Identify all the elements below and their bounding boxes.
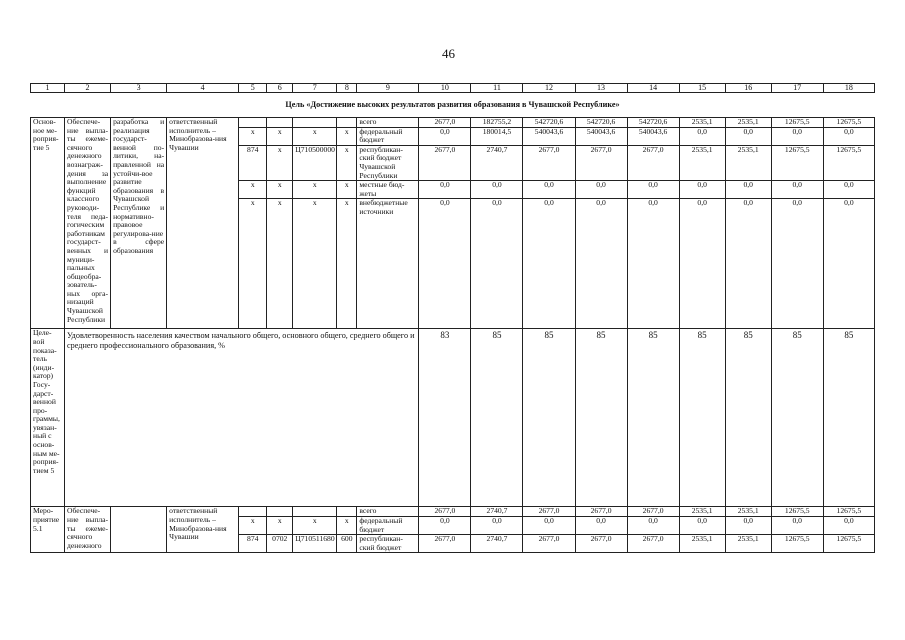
value-cell: 0,0 xyxy=(771,127,823,145)
value-cell: 0,0 xyxy=(771,516,823,534)
value-cell: 540043,6 xyxy=(627,127,679,145)
value-cell: 0,0 xyxy=(679,181,725,199)
vr-cell xyxy=(337,118,357,128)
value-cell: 0,0 xyxy=(627,199,679,329)
value-cell: 0,0 xyxy=(679,199,725,329)
value-cell: 0,0 xyxy=(627,181,679,199)
rzpr-cell xyxy=(267,507,293,517)
value-cell: 12675,5 xyxy=(823,145,874,180)
value-cell: 0,0 xyxy=(471,181,523,199)
csr-cell: x xyxy=(293,516,337,534)
rzpr-cell: 0702 xyxy=(267,535,293,553)
value-cell: 0,0 xyxy=(725,181,771,199)
csr-cell: x xyxy=(293,127,337,145)
value-cell: 2677,0 xyxy=(523,145,575,180)
source-cell: республикан-ский бюджет xyxy=(357,535,419,553)
event51-name: Меро-приятие 5.1 xyxy=(31,507,65,553)
value-cell: 0,0 xyxy=(575,516,627,534)
value-cell: 2740,7 xyxy=(471,145,523,180)
value-cell: 2677,0 xyxy=(627,145,679,180)
header-cell: 3 xyxy=(111,84,167,93)
value-cell: 2677,0 xyxy=(419,507,471,517)
grbs-cell xyxy=(239,118,267,128)
value-cell: 2535,1 xyxy=(725,145,771,180)
value-cell: 0,0 xyxy=(471,516,523,534)
grbs-cell xyxy=(239,507,267,517)
value-cell: 0,0 xyxy=(575,181,627,199)
indicator-value: 85 xyxy=(823,329,874,507)
indicator-value: 85 xyxy=(523,329,575,507)
value-cell: 2677,0 xyxy=(419,118,471,128)
indicator-value: 85 xyxy=(627,329,679,507)
value-cell: 12675,5 xyxy=(771,535,823,553)
value-cell: 12675,5 xyxy=(823,118,874,128)
value-cell: 2535,1 xyxy=(725,118,771,128)
value-cell: 0,0 xyxy=(771,181,823,199)
indicator-value: 85 xyxy=(679,329,725,507)
page-number: 46 xyxy=(442,46,455,61)
value-cell: 12675,5 xyxy=(771,507,823,517)
value-cell: 2677,0 xyxy=(523,507,575,517)
value-cell: 2740,7 xyxy=(471,535,523,553)
value-cell: 0,0 xyxy=(523,199,575,329)
header-cell: 14 xyxy=(627,84,679,93)
value-cell: 0,0 xyxy=(471,199,523,329)
value-cell: 2677,0 xyxy=(575,145,627,180)
value-cell: 0,0 xyxy=(419,199,471,329)
source-cell: федеральный бюджет xyxy=(357,127,419,145)
source-cell: всего xyxy=(357,507,419,517)
event5-name: Основ-ное ме-роприя-тие 5 xyxy=(31,118,65,329)
indicator-text: Удовлетворенность населения качеством начального общего, основного общего, среднего общего и среднего профессионального образования, % xyxy=(65,329,419,507)
header-cell: 7 xyxy=(293,84,337,93)
value-cell: 182755,2 xyxy=(471,118,523,128)
budget-table xyxy=(30,83,875,553)
header-cell: 11 xyxy=(471,84,523,93)
vr-cell: x xyxy=(337,145,357,180)
vr-cell: x xyxy=(337,199,357,329)
event51-executor: ответственный исполнитель – Минобразова-ния Чувашии xyxy=(167,507,239,553)
value-cell: 0,0 xyxy=(523,516,575,534)
header-cell: 4 xyxy=(167,84,239,93)
value-cell: 2677,0 xyxy=(627,535,679,553)
value-cell: 0,0 xyxy=(419,516,471,534)
indicator-value: 83 xyxy=(419,329,471,507)
indicator-value: 85 xyxy=(771,329,823,507)
rzpr-cell: x xyxy=(267,145,293,180)
value-cell: 180014,5 xyxy=(471,127,523,145)
header-cell: 16 xyxy=(725,84,771,93)
source-cell: всего xyxy=(357,118,419,128)
value-cell: 542720,6 xyxy=(523,118,575,128)
header-cell: 5 xyxy=(239,84,267,93)
vr-cell: x xyxy=(337,181,357,199)
rzpr-cell: x xyxy=(267,127,293,145)
value-cell: 0,0 xyxy=(823,199,874,329)
event51-goal xyxy=(111,507,167,553)
value-cell: 2677,0 xyxy=(575,535,627,553)
header-cell: 2 xyxy=(65,84,111,93)
source-cell: федеральный бюджет xyxy=(357,516,419,534)
value-cell: 0,0 xyxy=(419,181,471,199)
value-cell: 0,0 xyxy=(823,127,874,145)
event51-description: Обеспече-ние выпла-ты ежеме-сячного денежного xyxy=(65,507,111,553)
source-cell: внебюджетные источники xyxy=(357,199,419,329)
indicator-value: 85 xyxy=(575,329,627,507)
indicator-label: Целе-вой показа-тель (инди-катор) Госу-дарст-венной про-граммы, увязан-ный с основ-ным ме-роприя-тием 5 xyxy=(31,329,65,507)
event5-executor: ответственный исполнитель – Минобразова-ния Чувашии xyxy=(167,118,239,329)
value-cell: 2535,1 xyxy=(725,507,771,517)
value-cell: 0,0 xyxy=(823,516,874,534)
value-cell: 0,0 xyxy=(823,181,874,199)
value-cell: 2677,0 xyxy=(419,145,471,180)
value-cell: 2677,0 xyxy=(523,535,575,553)
header-cell: 10 xyxy=(419,84,471,93)
vr-cell xyxy=(337,507,357,517)
indicator-value: 85 xyxy=(725,329,771,507)
csr-cell: Ц710500000 xyxy=(293,145,337,180)
rzpr-cell: x xyxy=(267,516,293,534)
table-row xyxy=(31,507,875,517)
value-cell: 0,0 xyxy=(725,516,771,534)
event5-description: Обеспече-ние выпла-ты ежеме-сячного денежного вознаграж-дения за выполнение функций классного руководи-теля педа-гогическим работникам государст-венных и муници-пальных общеобра-зователь-ных орга-низаций Чувашской Республики xyxy=(65,118,111,329)
grbs-cell: x xyxy=(239,199,267,329)
grbs-cell: x xyxy=(239,516,267,534)
rzpr-cell: x xyxy=(267,199,293,329)
csr-cell xyxy=(293,507,337,517)
grbs-cell: 874 xyxy=(239,145,267,180)
goal-title: Цель «Достижение высоких результатов развития образования в Чувашской Республике» xyxy=(31,93,875,118)
header-cell: 1 xyxy=(31,84,65,93)
value-cell: 2535,1 xyxy=(679,118,725,128)
indicator-row xyxy=(31,329,875,507)
csr-cell: x xyxy=(293,181,337,199)
vr-cell: x xyxy=(337,516,357,534)
value-cell: 2535,1 xyxy=(679,535,725,553)
value-cell: 12675,5 xyxy=(823,507,874,517)
event5-goal: разработка и реализация государст-венной по-литики, на-правленной на устойчи-вое развитие образования в Чувашской Республике и нормативно-правовое регулирова-ние в сфере образования xyxy=(111,118,167,329)
header-cell: 15 xyxy=(679,84,725,93)
value-cell: 2677,0 xyxy=(575,507,627,517)
value-cell: 0,0 xyxy=(419,127,471,145)
value-cell: 0,0 xyxy=(523,181,575,199)
value-cell: 12675,5 xyxy=(823,535,874,553)
grbs-cell: x xyxy=(239,127,267,145)
csr-cell: Ц710511680 xyxy=(293,535,337,553)
value-cell: 2535,1 xyxy=(725,535,771,553)
value-cell: 2535,1 xyxy=(679,145,725,180)
value-cell: 12675,5 xyxy=(771,145,823,180)
value-cell: 2740,7 xyxy=(471,507,523,517)
header-cell: 6 xyxy=(267,84,293,93)
value-cell: 542720,6 xyxy=(575,118,627,128)
value-cell: 540043,6 xyxy=(523,127,575,145)
header-cell: 13 xyxy=(575,84,627,93)
csr-cell xyxy=(293,118,337,128)
value-cell: 0,0 xyxy=(725,127,771,145)
value-cell: 542720,6 xyxy=(627,118,679,128)
value-cell: 0,0 xyxy=(627,516,679,534)
value-cell: 2677,0 xyxy=(627,507,679,517)
header-row xyxy=(31,84,875,93)
source-cell: местные бюд-жеты xyxy=(357,181,419,199)
value-cell: 0,0 xyxy=(679,516,725,534)
value-cell: 0,0 xyxy=(575,199,627,329)
source-cell: республикан-ский бюджет Чувашской Республики xyxy=(357,145,419,180)
value-cell: 540043,6 xyxy=(575,127,627,145)
indicator-value: 85 xyxy=(471,329,523,507)
value-cell: 12675,5 xyxy=(771,118,823,128)
vr-cell: 600 xyxy=(337,535,357,553)
header-cell: 9 xyxy=(357,84,419,93)
header-cell: 17 xyxy=(771,84,823,93)
value-cell: 2535,1 xyxy=(679,507,725,517)
value-cell: 0,0 xyxy=(725,199,771,329)
header-cell: 12 xyxy=(523,84,575,93)
header-cell: 18 xyxy=(823,84,874,93)
vr-cell: x xyxy=(337,127,357,145)
grbs-cell: 874 xyxy=(239,535,267,553)
rzpr-cell xyxy=(267,118,293,128)
table-row xyxy=(31,118,875,128)
value-cell: 0,0 xyxy=(679,127,725,145)
rzpr-cell: x xyxy=(267,181,293,199)
header-cell: 8 xyxy=(337,84,357,93)
grbs-cell: x xyxy=(239,181,267,199)
goal-row xyxy=(31,93,875,118)
csr-cell: x xyxy=(293,199,337,329)
value-cell: 2677,0 xyxy=(419,535,471,553)
value-cell: 0,0 xyxy=(771,199,823,329)
